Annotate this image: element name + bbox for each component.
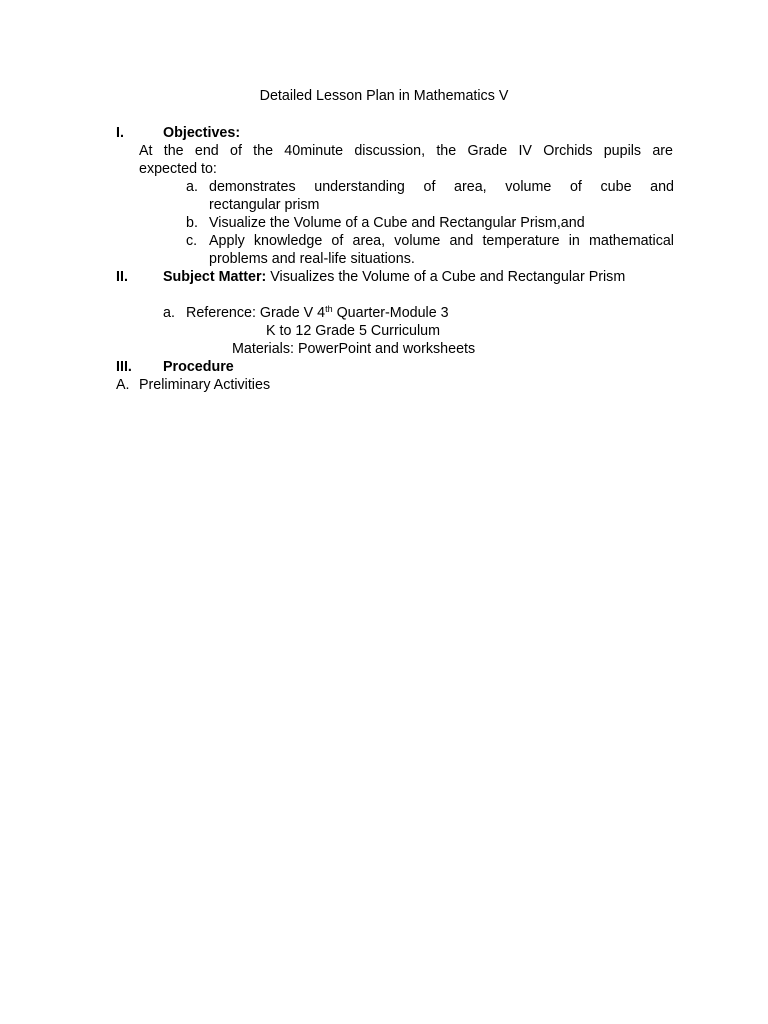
objective-item-b-marker: b.: [186, 215, 198, 231]
objectives-intro-line-1: At the end of the 40minute discussion, the Grade IV Orchids pupils are: [139, 143, 673, 159]
section-2-numeral: II.: [116, 269, 128, 285]
reference-line: [186, 304, 449, 322]
materials-line: Materials: PowerPoint and worksheets: [232, 341, 476, 357]
section-2-heading: Subject Matter:: [163, 269, 267, 285]
objective-item-c-line-2: problems and real-life situations.: [209, 251, 415, 267]
section-3-heading: Procedure: [163, 359, 234, 375]
objective-item-a-line-2: rectangular prism: [209, 197, 320, 213]
objective-item-a-marker: a.: [186, 179, 198, 195]
objective-item-c-marker: c.: [186, 233, 198, 249]
reference-rest: Quarter-Module 3: [332, 305, 449, 321]
objective-item-a-line-1: demonstrates understanding of area, volume of cube and: [209, 179, 674, 195]
objective-item-b-line-1: Visualize the Volume of a Cube and Rectangular Prism,and: [209, 215, 585, 231]
reference-superscript: th: [325, 304, 333, 314]
reference-marker: a.: [163, 305, 175, 321]
curriculum-line: K to 12 Grade 5 Curriculum: [266, 323, 441, 339]
section-1-numeral: I.: [116, 125, 124, 141]
subsection-a-text: Preliminary Activities: [139, 377, 271, 393]
document-title: Detailed Lesson Plan in Mathematics V: [259, 88, 509, 104]
objective-item-c-line-1: Apply knowledge of area, volume and temperature in mathematical: [209, 233, 674, 249]
reference-label: Reference: Grade V 4: [186, 305, 326, 321]
section-1-heading: Objectives:: [163, 125, 241, 141]
objectives-intro-line-2: expected to:: [139, 161, 217, 177]
subsection-a-marker: A.: [116, 377, 130, 393]
section-2-line: [163, 268, 625, 286]
section-2-text: Visualizes the Volume of a Cube and Rectangular Prism: [266, 269, 626, 285]
section-3-numeral: III.: [116, 359, 132, 375]
